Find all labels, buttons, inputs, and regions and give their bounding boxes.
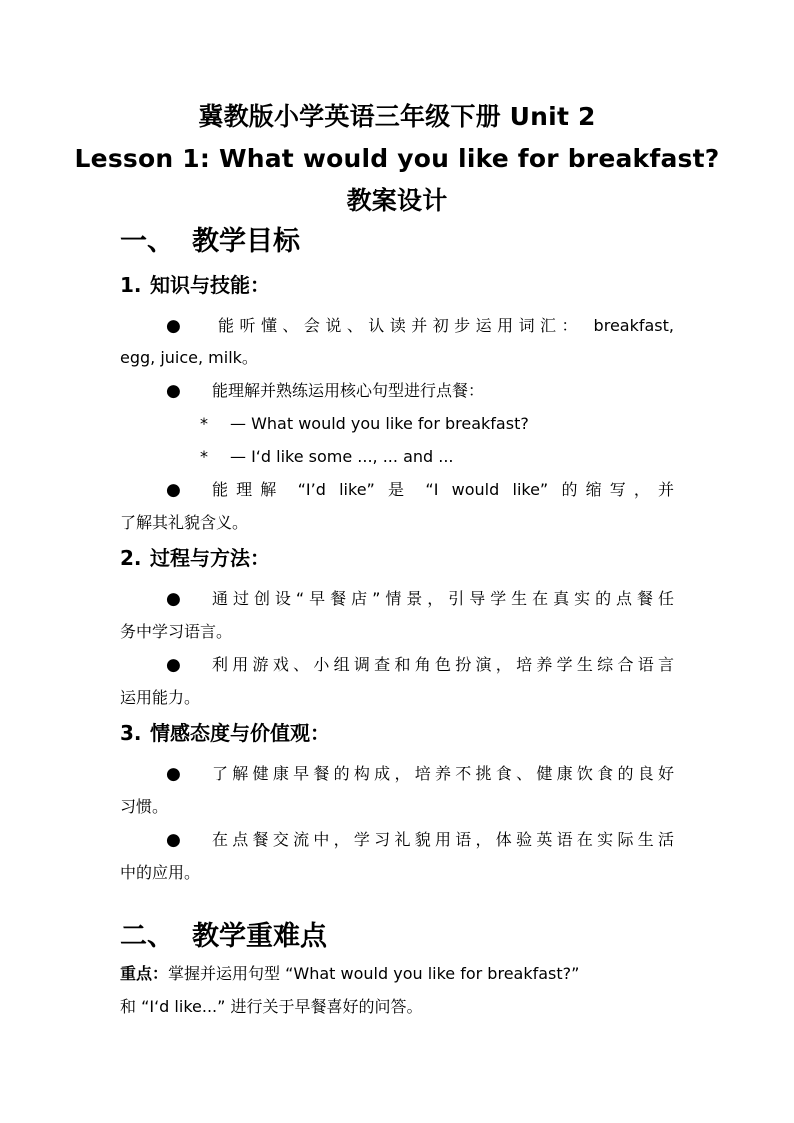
- bullet-icon: ●: [166, 655, 181, 675]
- document-title-line2: Lesson 1: What would you like for breakfast?: [74, 144, 720, 173]
- key-point-text-continued: 和 “I‘d like...” 进行关于早餐喜好的问答。: [120, 997, 423, 1016]
- section1-number: 一、: [120, 226, 174, 257]
- bullet-text-continued: 中的应用。: [120, 863, 201, 882]
- bullet-icon: ●: [166, 480, 181, 500]
- bullet-text: 了解健康早餐的构成，培养不挑食、健康饮食的良好: [212, 764, 674, 783]
- key-point-text: 掌握并运用句型 “What would you like for breakfast?”: [168, 964, 580, 983]
- section2-title: 教学重难点: [192, 921, 327, 952]
- bullet-text: 能听懂、会说、认读并初步运用词汇： breakfast,: [218, 316, 674, 335]
- bullet-text: 通过创设“早餐店”情景，引导学生在真实的点餐任: [212, 589, 674, 608]
- sentence-text: — I‘d like some ..., ... and ...: [230, 447, 454, 466]
- bullet-text: 能理解 “I’d like” 是 “I would like” 的缩写，并: [212, 480, 674, 499]
- bullet-text-continued: 运用能力。: [120, 688, 201, 707]
- section2-number: 二、: [120, 921, 174, 952]
- bullet-icon: ●: [166, 830, 181, 850]
- subsection1-number: 1.: [120, 273, 142, 297]
- bullet-icon: ●: [166, 764, 181, 784]
- sentence-text: — What would you like for breakfast?: [230, 414, 529, 433]
- bullet-text: 能理解并熟练运用核心句型进行点餐：: [212, 381, 485, 400]
- bullet-icon: ●: [166, 381, 181, 401]
- sentence-item: [200, 447, 454, 467]
- bullet-text: 在点餐交流中，学习礼貌用语，体验英语在实际生活: [212, 830, 674, 849]
- bullet-text-continued: 务中学习语言。: [120, 622, 233, 641]
- subsection3-heading: [120, 723, 330, 743]
- bullet-text: 利用游戏、小组调查和角色扮演，培养学生综合语言: [212, 655, 674, 674]
- bullet-icon: ●: [166, 589, 181, 609]
- asterisk-icon: *: [200, 447, 208, 466]
- subsection2-number: 2.: [120, 546, 142, 570]
- section2-heading: [120, 923, 327, 950]
- bullet-text-continued: 了解其礼貌含义。: [120, 513, 249, 532]
- bullet-text-continued: 习惯。: [120, 797, 169, 816]
- subsection3-title: 情感态度与价值观：: [150, 721, 330, 745]
- subsection2-heading: [120, 548, 270, 568]
- sentence-item: [200, 414, 529, 434]
- asterisk-icon: *: [200, 414, 208, 433]
- document-title-line3: 教案设计: [346, 186, 448, 215]
- subsection1-title: 知识与技能：: [150, 273, 270, 297]
- subsection1-heading: [120, 275, 270, 295]
- subsection2-title: 过程与方法：: [150, 546, 270, 570]
- section1-heading: [120, 228, 300, 255]
- bullet-icon: ●: [166, 316, 181, 336]
- subsection3-number: 3.: [120, 721, 142, 745]
- bullet-text-continued: egg, juice, milk。: [120, 348, 258, 367]
- document-title-line1: 冀教版小学英语三年级下册 Unit 2: [198, 102, 596, 131]
- key-point-line: [120, 964, 674, 984]
- key-point-label: 重点：: [120, 964, 169, 983]
- section1-title: 教学目标: [192, 226, 300, 257]
